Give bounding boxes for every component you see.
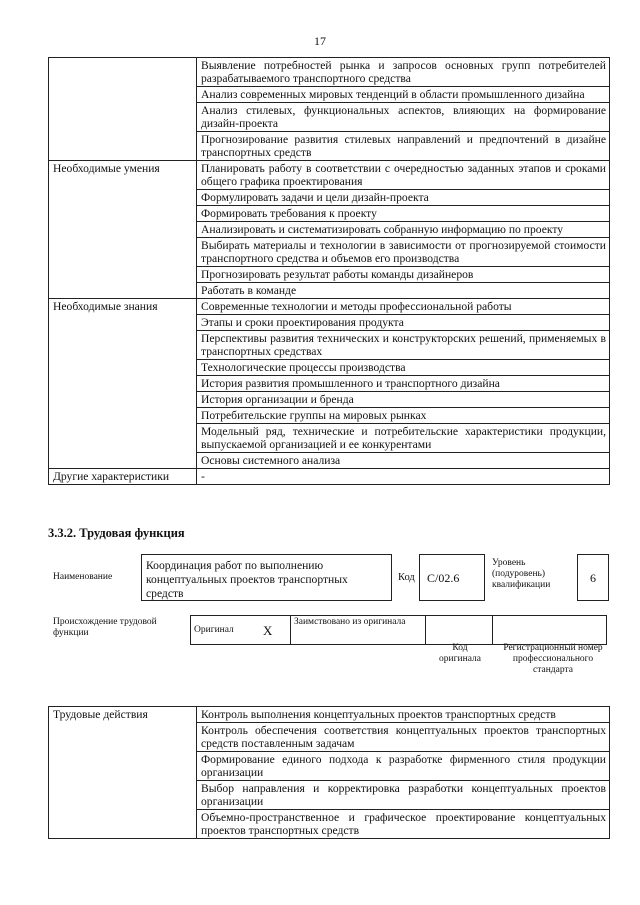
actions-label: Трудовые действия <box>49 707 197 839</box>
borrowed-label: Заимствовано из оригинала <box>291 616 426 645</box>
table-cell: Контроль выполнения концептуальных проектов транспортных средств <box>197 707 610 723</box>
table-cell: Основы системного анализа <box>197 453 610 469</box>
name-label: Наименование <box>53 572 113 582</box>
table-cell: Формулировать задачи и цели дизайн-проекта <box>197 190 610 206</box>
table-cell: - <box>197 469 610 485</box>
reg-number-cell <box>493 616 607 645</box>
table-cell: Выбирать материалы и технологии в зависимости от прогнозируемой стоимости транспортного средства и объемов его производства <box>197 238 610 267</box>
table-cell: История организации и бренда <box>197 392 610 408</box>
other-label: Другие характеристики <box>49 469 197 485</box>
table-cell: Прогнозировать результат работы команды дизайнеров <box>197 267 610 283</box>
origin-code-cell <box>426 616 493 645</box>
table-cell: Формирование единого подхода к разработке фирменного стиля продукции организации <box>197 752 610 781</box>
table-cell: Этапы и сроки проектирования продукта <box>197 315 610 331</box>
reg-number-caption: Регистрационный номер профессионального стандарта <box>503 643 603 675</box>
table-cell: Контроль обеспечения соответствия концептуальных проектов транспортных средств поставленным задачам <box>197 723 610 752</box>
table-cell: Анализ современных мировых тенденций в области промышленного дизайна <box>197 87 610 103</box>
table-row <box>49 161 610 190</box>
original-label: Оригинал <box>191 616 261 645</box>
competency-table <box>48 57 610 485</box>
table-cell: Анализ стилевых, функциональных аспектов, влияющих на формирование дизайн-проекта <box>197 103 610 132</box>
table-cell: Модельный ряд, технические и потребительские характеристики продукции, выпускаемой организацией и ее конкурентами <box>197 424 610 453</box>
table-cell: Формировать требования к проекту <box>197 206 610 222</box>
table-row <box>49 58 610 87</box>
table-cell: Выбор направления и корректировка разработки концептуальных проектов организации <box>197 781 610 810</box>
section-title: 3.3.2. Трудовая функция <box>48 526 185 540</box>
code-box <box>419 554 485 601</box>
table-row <box>191 616 607 645</box>
table-cell: История развития промышленного и транспортного дизайна <box>197 376 610 392</box>
level-box <box>577 554 609 601</box>
function-name-value: Координация работ по выполнению концептуальных проектов транспортных средств <box>146 559 348 600</box>
knowledge-label: Необходимые знания <box>49 299 197 469</box>
origin-label: Происхождение трудовой функции <box>53 617 157 638</box>
table-cell: Планировать работу в соответствии с очередностью заданных этапов и сроками общего графика проектирования <box>197 161 610 190</box>
original-mark: X <box>260 616 291 645</box>
table-cell: Современные технологии и методы профессиональной работы <box>197 299 610 315</box>
table-cell: Работать в команде <box>197 283 610 299</box>
table-row <box>49 299 610 315</box>
table-cell: Выявление потребностей рынка и запросов основных групп потребителей разрабатываемого транспортного средства <box>197 58 610 87</box>
level-value: 6 <box>590 571 596 585</box>
function-name-box <box>141 554 392 601</box>
table-cell: Анализировать и систематизировать собранную информацию по проекту <box>197 222 610 238</box>
table-cell: Прогнозирование развития стилевых направлений и предпочтений в дизайне транспортных средств <box>197 132 610 161</box>
code-value: С/02.6 <box>427 571 460 585</box>
table-cell: Потребительские группы на мировых рынках <box>197 408 610 424</box>
actions-table <box>48 706 610 839</box>
category-cell-empty <box>49 58 197 161</box>
level-label: Уровень (подуровень) квалификации <box>492 558 551 590</box>
code-label: Код <box>398 572 415 583</box>
skills-label: Необходимые умения <box>49 161 197 299</box>
table-cell: Объемно-пространственное и графическое проектирование концептуальных проектов транспортных средств <box>197 810 610 839</box>
table-row <box>49 707 610 723</box>
origin-table <box>190 615 607 645</box>
table-row <box>49 469 610 485</box>
page-number: 17 <box>314 34 326 48</box>
table-cell: Технологические процессы производства <box>197 360 610 376</box>
origin-code-caption: Код оригинала <box>439 643 481 664</box>
table-cell: Перспективы развития технических и конструкторских решений, применяемых в транспортных средствах <box>197 331 610 360</box>
